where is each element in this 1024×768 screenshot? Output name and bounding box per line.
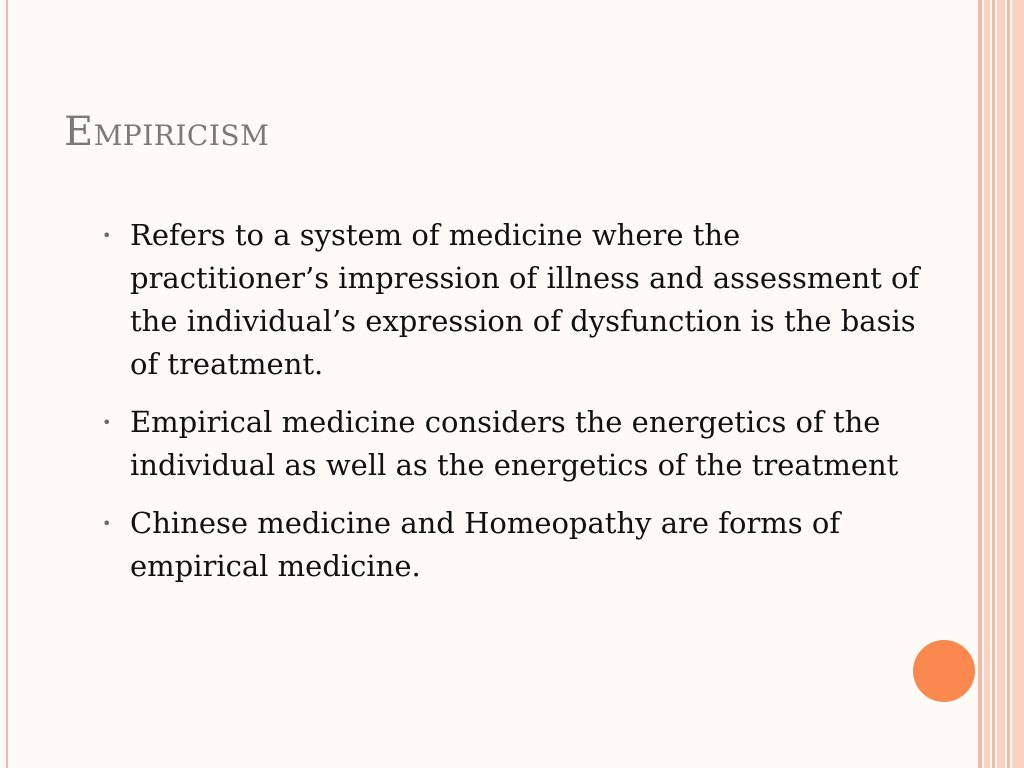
bullet-marker-icon: • bbox=[102, 226, 112, 245]
bullet-text-2: Empirical medicine considers the energetics of the individual as well as the energetics of the treatment bbox=[130, 405, 899, 482]
bullet-text-1: Refers to a system of medicine where the practitioner’s impression of illness and assessment of the individual’s expression of dysfunction is the basis of treatment. bbox=[130, 218, 920, 381]
slide-title: Empiricism bbox=[64, 109, 270, 155]
right-stripe-1 bbox=[978, 0, 982, 768]
bullet-text-3: Chinese medicine and Homeopathy are forms of empirical medicine. bbox=[130, 506, 841, 583]
bullet-marker-icon: • bbox=[102, 514, 112, 533]
right-stripe-3 bbox=[992, 0, 995, 768]
bullet-list bbox=[96, 214, 926, 603]
decorative-orange-circle bbox=[913, 640, 975, 702]
bullet-item-3 bbox=[96, 502, 926, 588]
bullet-item-2 bbox=[96, 401, 926, 487]
left-border-line bbox=[6, 0, 8, 768]
right-stripe-5 bbox=[1007, 0, 1010, 768]
bullet-marker-icon: • bbox=[102, 413, 112, 432]
right-stripe-6 bbox=[1012, 0, 1024, 768]
right-stripe-2 bbox=[984, 0, 990, 768]
right-stripe-4 bbox=[997, 0, 1005, 768]
bullet-item-1 bbox=[96, 214, 926, 386]
